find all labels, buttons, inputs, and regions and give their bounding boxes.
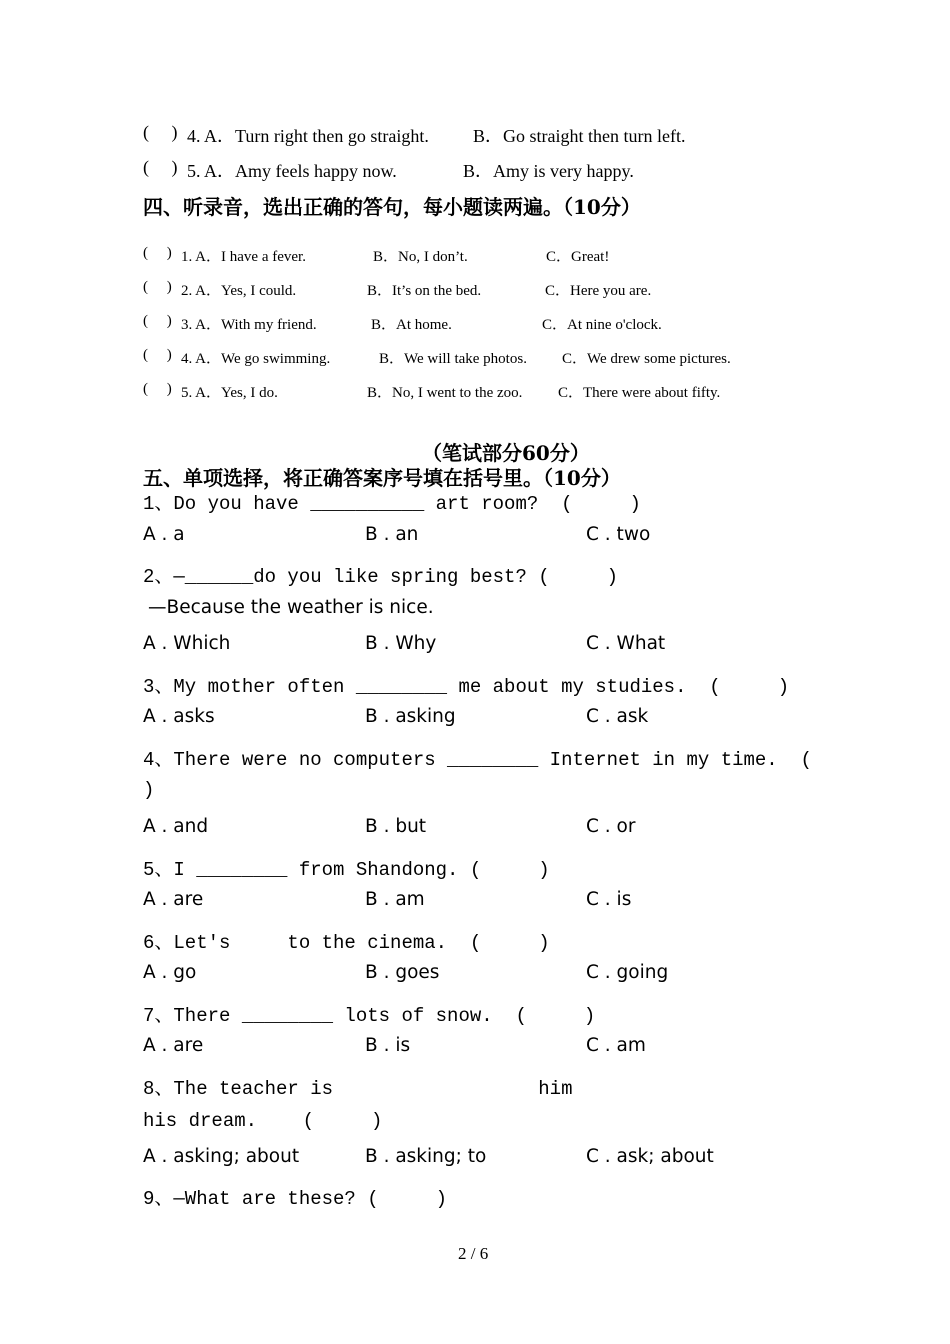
question-6-option-c: C . going (586, 962, 669, 983)
part4-heading: 四、听录音，选出正确的答句，每小题读两遍。（10分） (143, 195, 641, 219)
question-9: 9、—What are these? ( ) (143, 1188, 448, 1210)
question-1-option-b: B . an (365, 524, 419, 545)
question-2-option-b: B . Why (365, 633, 437, 654)
part4-item-1-option-b: B．No, I don’t. (373, 249, 468, 265)
question-1-option-c: C . two (586, 524, 651, 545)
question-8-continuation: his dream. ( ) (143, 1110, 383, 1132)
question-6-option-a: A . go (143, 962, 197, 983)
question-2: 2、—______do you like spring best? ( ) (143, 566, 619, 588)
question-7: 7、There ________ lots of snow. ( ) (143, 1005, 596, 1027)
part4-item-2-option-c: C．Here you are. (545, 283, 652, 299)
part4-item-1-paren: ( ) (143, 245, 172, 261)
question-5: 5、I ________ from Shandong. ( ) (143, 859, 550, 881)
question-5-option-a: A . are (143, 889, 204, 910)
part4-item-1-option-c: C．Great! (546, 249, 610, 265)
question-2-answer-line: —Because the weather is nice. (148, 597, 434, 618)
question-3-option-b: B . asking (365, 706, 456, 727)
question-6: 6、Let's to the cinema. ( ) (143, 932, 550, 954)
part4-item-5-option-c: C．There were about fifty. (558, 385, 721, 401)
part4-item-2-option-b: B．It’s on the bed. (367, 283, 482, 299)
part3-item-5-paren: ( ) (143, 157, 178, 177)
part5-heading: 五、单项选择，将正确答案序号填在括号里。（10分） (143, 466, 621, 490)
page-number: 2 / 6 (458, 1244, 489, 1263)
question-4: 4、There were no computers ________ Internet in my time. ( (143, 749, 812, 771)
question-2-option-c: C . What (586, 633, 666, 654)
question-3-option-a: A . asks (143, 706, 215, 727)
question-8-option-c: C . ask; about (586, 1146, 714, 1167)
part4-item-5-option-a: 5. A．Yes, I do. (181, 385, 278, 401)
question-1: 1、Do you have __________ art room? ( ) (143, 493, 641, 515)
written-section-title: （笔试部分60分） (422, 441, 590, 465)
part3-item-4-option-a: 4. A．Turn right then go straight. (187, 126, 429, 146)
question-2-option-a: A . Which (143, 633, 231, 654)
part4-item-2-option-a: 2. A．Yes, I could. (181, 283, 297, 299)
part4-item-4-option-a: 4. A．We go swimming. (181, 351, 331, 367)
part4-item-5-option-b: B．No, I went to the zoo. (367, 385, 523, 401)
part4-item-5-paren: ( ) (143, 381, 172, 397)
question-7-option-a: A . are (143, 1035, 204, 1056)
question-7-option-c: C . am (586, 1035, 646, 1056)
question-7-option-b: B . is (365, 1035, 411, 1056)
question-3: 3、My mother often ________ me about my studies. ( ) (143, 676, 790, 698)
question-8-option-a: A . asking; about (143, 1146, 300, 1167)
part3-item-5-option-b: B．Amy is very happy. (463, 161, 634, 181)
question-4-continuation: ) (143, 779, 155, 801)
part4-item-3-paren: ( ) (143, 313, 172, 329)
part4-item-1-option-a: 1. A．I have a fever. (181, 249, 306, 265)
part3-item-5-option-a: 5. A．Amy feels happy now. (187, 161, 397, 181)
question-5-option-c: C . is (586, 889, 632, 910)
part4-item-3-option-a: 3. A．With my friend. (181, 317, 317, 333)
question-5-option-b: B . am (365, 889, 425, 910)
question-4-option-c: C . or (586, 816, 636, 837)
question-3-option-c: C . ask (586, 706, 649, 727)
question-8-option-b: B . asking; to (365, 1146, 487, 1167)
part3-item-4-paren: ( ) (143, 122, 178, 142)
part4-item-4-option-b: B．We will take photos. (379, 351, 527, 367)
part3-item-4-option-b: B．Go straight then turn left. (473, 126, 686, 146)
part4-item-4-paren: ( ) (143, 347, 172, 363)
question-4-option-a: A . and (143, 816, 209, 837)
part4-item-3-option-b: B．At home. (371, 317, 452, 333)
question-8: 8、The teacher is him (143, 1078, 573, 1100)
question-1-option-a: A . a (143, 524, 185, 545)
part4-item-2-paren: ( ) (143, 279, 172, 295)
question-4-option-b: B . but (365, 816, 427, 837)
question-6-option-b: B . goes (365, 962, 440, 983)
part4-item-4-option-c: C．We drew some pictures. (562, 351, 731, 367)
part4-item-3-option-c: C．At nine o'clock. (542, 317, 662, 333)
